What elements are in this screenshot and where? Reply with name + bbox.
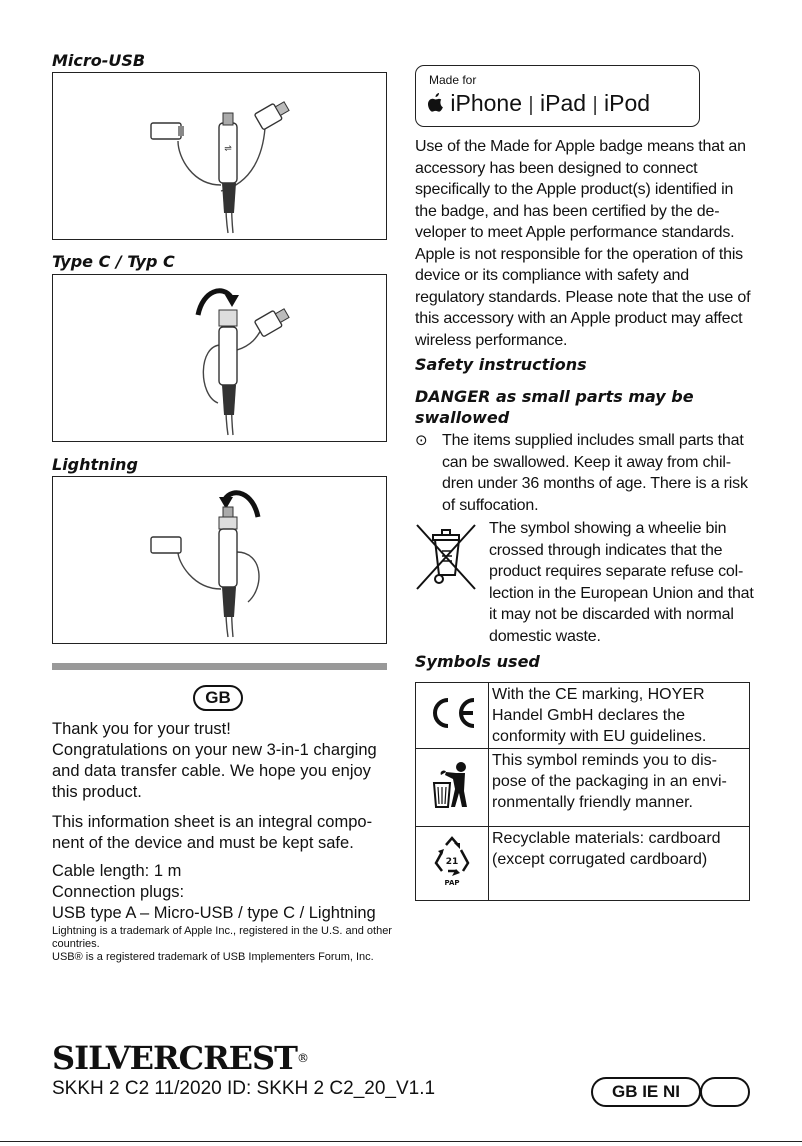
intro-paragraph: Thank you for your trust! (52, 720, 231, 738)
page-marker (700, 1077, 750, 1107)
product-iphone: iPhone (450, 90, 523, 116)
brand-logo (52, 1038, 308, 1078)
cable-illustration-type-c (53, 275, 386, 441)
small-parts-warning: The items supplied includes small parts that can be swallowed. Keep it away from chil-dren under 36 months of age. There is a risk of suffocation. (442, 432, 748, 514)
recycle-code: PAP (444, 879, 460, 887)
badge-divider: | (592, 94, 598, 116)
wee-notice: The symbol showing a wheelie bin crossed through indicates that the product requires separate refuse col-lection in the European Union and that it may not be discarded with normal domestic waste. (489, 520, 754, 645)
recycle-number: 21 (445, 857, 459, 867)
symbols-heading: Symbols used (415, 652, 540, 671)
brand-registered-mark: ® (296, 1051, 308, 1065)
danger-heading: DANGER as small parts may be swallowed (415, 387, 694, 427)
figure-micro-usb (52, 72, 387, 240)
figure-title-lightning: Lightning (52, 455, 138, 474)
symbol-text: With the CE marking, HOYER Handel GmbH declares the conformity with EU guidelines. (489, 683, 750, 749)
figure-title-micro-usb: Micro-USB (52, 51, 146, 70)
crossed-wheelie-bin-icon (415, 523, 477, 595)
apple-products (428, 88, 650, 120)
spec-line: Cable length: 1 m (52, 862, 182, 880)
intro-text (52, 719, 392, 924)
trademark-note: USB® is a registered trademark of USB Implementers Forum, Inc. (52, 951, 374, 963)
symbol-text: Recyclable materials: cardboard (except corrugated cardboard) (489, 827, 750, 901)
section-rule (52, 663, 387, 670)
symbol-row (416, 683, 750, 749)
figure-title-type-c: Type C / Typ C (52, 252, 175, 271)
symbol-text: This symbol reminds you to dis-pose of the packaging in an envi-ronmentally friendly manner. (489, 749, 750, 827)
intro-paragraph: This information sheet is an integral compo-nent of the device and must be kept safe. (52, 813, 373, 852)
language-badge-gb: GB (193, 685, 243, 711)
country-codes-badge: GB IE NI (591, 1077, 701, 1107)
symbol-row (416, 749, 750, 827)
product-ipad: iPad (540, 90, 587, 116)
figure-lightning (52, 476, 387, 644)
safety-heading: Safety instructions (415, 355, 587, 374)
intro-paragraph: Congratulations on your new 3-in-1 charging and data transfer cable. We hope you enjoy this product. (52, 741, 377, 801)
bottom-edge-line (0, 1141, 802, 1142)
made-for-label: Made for (429, 73, 477, 87)
symbol-icon-cell (416, 749, 489, 827)
product-ipod: iPod (604, 90, 651, 116)
svg-text:⇌: ⇌ (224, 143, 232, 153)
cable-illustration-micro-usb (53, 73, 386, 239)
spec-line: Connection plugs: (52, 883, 185, 901)
spec-line: USB type A – Micro-USB / type C / Lightning (52, 904, 376, 922)
cable-illustration-lightning (53, 477, 386, 643)
symbol-icon-cell (416, 827, 489, 901)
badge-divider: | (528, 94, 534, 116)
symbols-table (415, 682, 750, 901)
recycle-pap21-icon (430, 835, 474, 887)
trademark-note: Lightning is a trademark of Apple Inc., registered in the U.S. and other countries. (52, 925, 392, 950)
apple-logo-icon (428, 93, 444, 112)
ce-mark-icon (426, 696, 478, 730)
symbol-row (416, 827, 750, 901)
bullet-icon: ⊙ (415, 432, 428, 449)
made-for-apple-badge (415, 65, 700, 127)
tidyman-icon (431, 761, 473, 809)
trademark-notes (52, 925, 392, 964)
figure-type-c (52, 274, 387, 442)
document-id: SKKH 2 C2 11/2020 ID: SKKH 2 C2_20_V1.1 (52, 1078, 436, 1099)
symbol-icon-cell (416, 683, 489, 749)
brand-name: SILVERCREST (52, 1039, 297, 1077)
apple-disclaimer: Use of the Made for Apple badge means that an accessory has been designed to connect specifically to the Apple product(s) identified in the badge, and has been certified by the de-veloper to meet Apple performance standards. Apple is not responsible for the operation of this device or its compliance with safety and regulatory standards. Please note that the use of this accessory with an Apple product may affect wireless performance. (415, 138, 751, 349)
